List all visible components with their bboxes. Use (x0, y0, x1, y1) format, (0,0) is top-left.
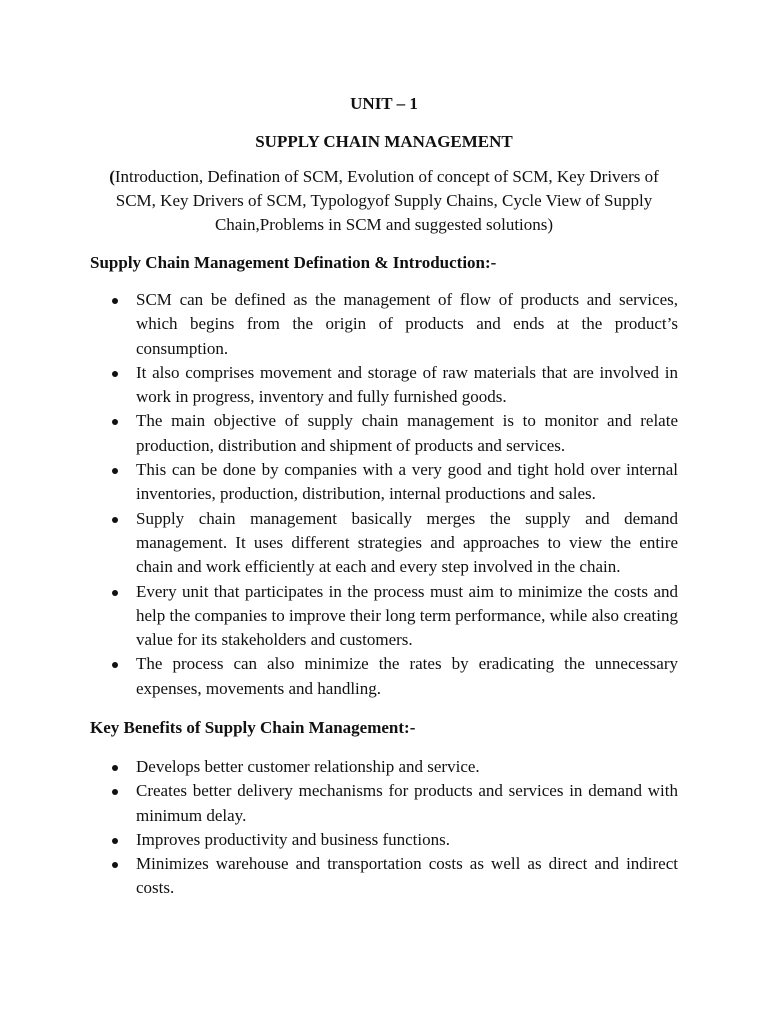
list-item-text: The process can also minimize the rates by eradicating the unnecessary expenses, movements and handling. (136, 654, 678, 698)
list-item-text: SCM can be defined as the management of flow of products and services, which begins from the origin of products and ends at the product’s consumption. (136, 290, 678, 358)
list-item (90, 361, 678, 410)
list-item (90, 755, 678, 779)
bullet-icon (112, 662, 118, 668)
bullet-icon (112, 789, 118, 795)
bullet-icon (112, 838, 118, 844)
bullet-icon (112, 371, 118, 377)
unit-heading: UNIT – 1 (350, 94, 418, 113)
list-item (90, 409, 678, 458)
list-item-text: Develops better customer relationship and service. (136, 757, 480, 776)
bullet-icon (112, 862, 118, 868)
list-item-text: The main objective of supply chain management is to monitor and relate production, distribution and shipment of products and services. (136, 411, 678, 455)
page-title: SUPPLY CHAIN MANAGEMENT (255, 132, 513, 151)
benefits-bullet-list (90, 755, 678, 901)
list-item (90, 652, 678, 701)
list-item (90, 828, 678, 852)
list-item (90, 288, 678, 361)
topics-subtitle (90, 165, 678, 237)
bullet-icon (112, 590, 118, 596)
definition-bullet-list (90, 288, 678, 701)
bullet-icon (112, 517, 118, 523)
bullet-icon (112, 765, 118, 771)
list-item-text: It also comprises movement and storage of raw materials that are involved in work in progress, inventory and fully furnished goods. (136, 362, 678, 407)
list-item-text: Improves productivity and business functions. (136, 829, 450, 849)
section-heading-benefits: Key Benefits of Supply Chain Management:- (90, 718, 416, 737)
list-item-text: Supply chain management basically merges the supply and demand management. It uses different strategies and approaches to view the entire chain and work efficiently at each and every step involved in the chain. (136, 508, 678, 577)
list-item (90, 779, 678, 828)
list-item-text: This can be done by companies with a very good and tight hold over internal inventories, production, distribution, internal productions and sales. (136, 460, 678, 504)
subtitle-open-paren: ( (109, 167, 115, 186)
list-item (90, 507, 678, 580)
bullet-icon (112, 468, 118, 474)
bullet-icon (112, 419, 118, 425)
bullet-icon (112, 298, 118, 304)
subtitle-text: Introduction, Defination of SCM, Evolution of concept of SCM, Key Drivers of SCM, Key Drivers of SCM, Typologyof Supply Chains, Cycle View of Supply Chain,Problems in SCM and suggested solutions) (114, 167, 659, 234)
list-item (90, 852, 678, 901)
list-item (90, 580, 678, 653)
list-item-text: Every unit that participates in the process must aim to minimize the costs and help the companies to improve their long term performance, while also creating value for its stakeholders and customers. (136, 581, 678, 650)
section-heading-definition: Supply Chain Management Defination & Introduction:- (90, 253, 497, 272)
list-item-text: Minimizes warehouse and transportation costs as well as direct and indirect costs. (136, 854, 678, 898)
list-item-text: Creates better delivery mechanisms for products and services in demand with minimum delay. (136, 781, 678, 825)
list-item (90, 458, 678, 507)
